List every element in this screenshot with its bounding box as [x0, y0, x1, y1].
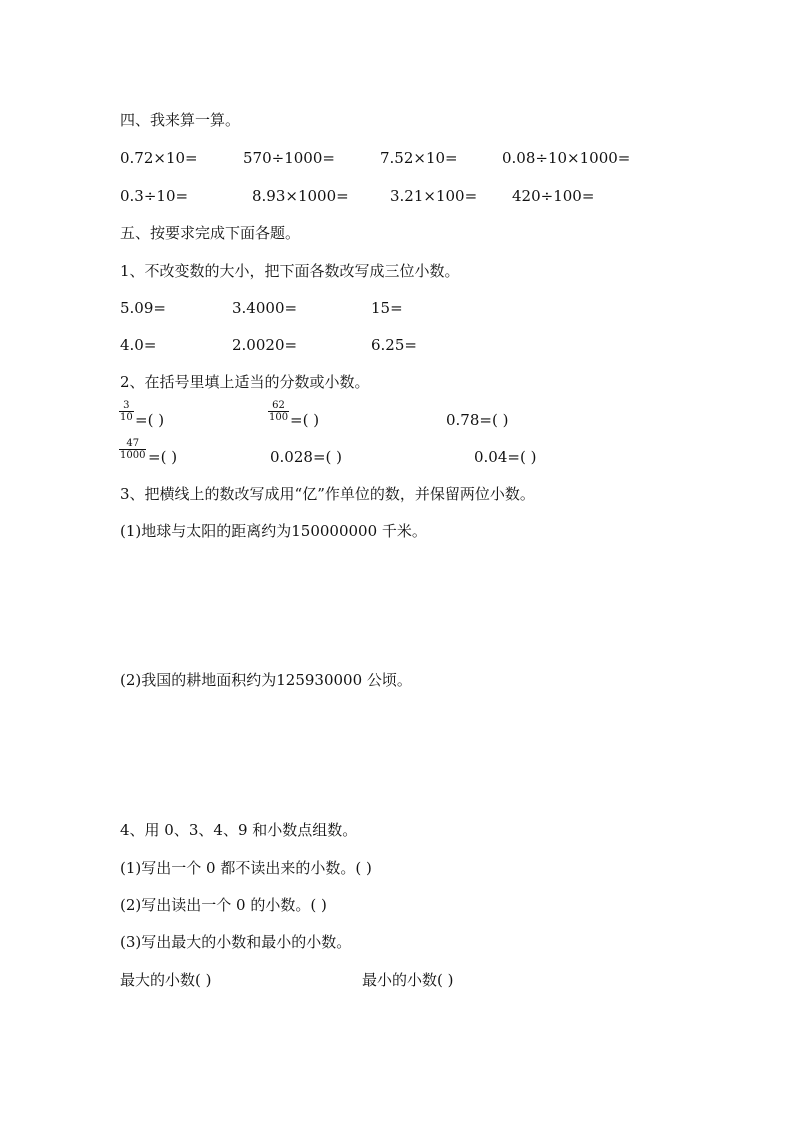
fill-blank: 0.04=( ): [474, 448, 537, 466]
fraction-denominator: 1000: [120, 450, 146, 461]
calc-item: 570÷1000=: [243, 149, 335, 167]
fraction-denominator: 100: [269, 412, 289, 423]
question3-part1: (1)地球与太阳的距离约为150000000 千米。: [120, 522, 427, 540]
calc-item: 0.08÷10×1000=: [502, 149, 631, 167]
rewrite-item: 2.0020=: [232, 336, 298, 354]
rewrite-item: 4.0=: [120, 336, 157, 354]
fraction-numerator: 62: [272, 400, 285, 411]
calc-item: 3.21×100=: [390, 187, 478, 205]
min-decimal-blank: 最小的小数( ): [362, 971, 454, 989]
fraction-47-1000: [119, 438, 146, 461]
question4-title: 4、用 0、3、4、9 和小数点组数。: [120, 821, 358, 839]
question3-title: 3、把横线上的数改写成用“亿”作单位的数，并保留两位小数。: [120, 485, 535, 503]
fraction-denominator: 10: [120, 412, 133, 423]
fill-blank: =( ): [290, 411, 320, 429]
section5-title: 五、按要求完成下面各题。: [120, 224, 301, 242]
rewrite-item: 3.4000=: [232, 299, 298, 317]
question1-title: 1、不改变数的大小，把下面各数改写成三位小数。: [120, 262, 460, 280]
fraction-numerator: 3: [123, 400, 130, 411]
rewrite-item: 15=: [371, 299, 403, 317]
fraction-3-10: [119, 400, 134, 423]
question4-part1: (1)写出一个 0 都不读出来的小数。( ): [120, 859, 372, 877]
fill-blank: =( ): [135, 411, 165, 429]
question4-part2: (2)写出读出一个 0 的小数。( ): [120, 896, 327, 914]
max-decimal-blank: 最大的小数( ): [120, 971, 212, 989]
question2-title: 2、在括号里填上适当的分数或小数。: [120, 373, 370, 391]
question3-part2: (2)我国的耕地面积约为125930000 公顷。: [120, 671, 412, 689]
fill-blank: =( ): [148, 448, 178, 466]
calc-item: 420÷100=: [512, 187, 595, 205]
section4-title: 四、我来算一算。: [120, 111, 241, 129]
rewrite-item: 6.25=: [371, 336, 417, 354]
calc-item: 7.52×10=: [380, 149, 458, 167]
fill-blank: 0.028=( ): [270, 448, 342, 466]
rewrite-item: 5.09=: [120, 299, 166, 317]
fraction-62-100: [268, 400, 289, 423]
calc-item: 8.93×1000=: [252, 187, 349, 205]
fraction-numerator: 47: [126, 438, 140, 449]
calc-item: 0.3÷10=: [120, 187, 189, 205]
fill-blank: 0.78=( ): [446, 411, 509, 429]
calc-item: 0.72×10=: [120, 149, 198, 167]
question4-part3: (3)写出最大的小数和最小的小数。: [120, 933, 352, 951]
